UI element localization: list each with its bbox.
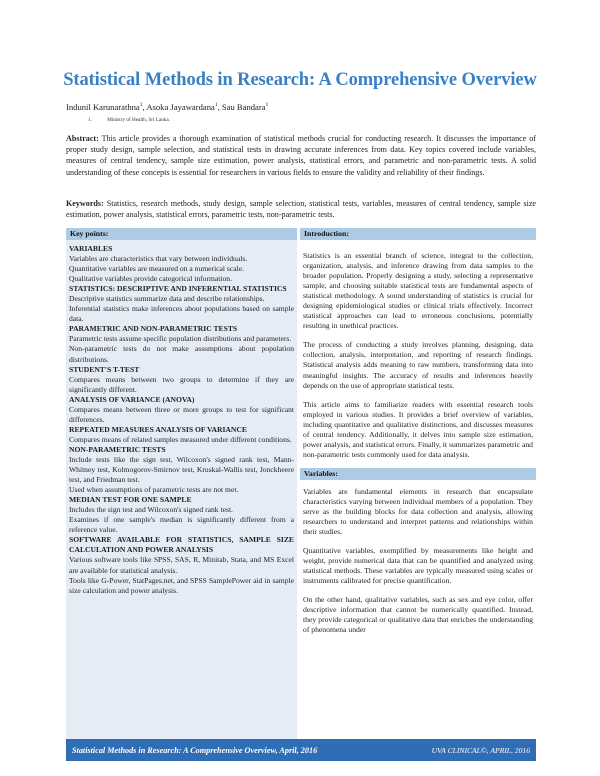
author-name: Asoka Jayawardana <box>146 102 215 112</box>
key-point-heading: PARAMETRIC AND NON-PARAMETRIC TESTS <box>69 324 238 334</box>
author-name: Indunil Karunarathna <box>66 102 140 112</box>
key-point-line: Non-parametric tests do not make assumptions about population distributions. <box>69 344 294 364</box>
key-point-heading: SOFTWARE AVAILABLE FOR STATISTICS, SAMPLE SIZE CALCULATION AND POWER ANALYSIS <box>69 535 294 555</box>
page-footer <box>66 739 536 761</box>
key-point-heading: VARIABLES <box>69 244 113 253</box>
footer-journal: UVA CLINICAL©, APRIL, 2016 <box>431 745 530 755</box>
key-point-line: Qualitative variables provide categorical information. <box>69 274 232 284</box>
key-point-heading: STUDENT'S T-TEST <box>69 364 140 374</box>
key-points-box <box>66 228 297 761</box>
affiliation-text: Ministry of Health, Sri Lanka. <box>107 117 171 123</box>
variables-heading: Variables: <box>300 468 536 480</box>
key-point-line: Various software tools like SPSS, SAS, R, Minitab, Stata, and MS Excel are available for statistical analysis. <box>69 555 294 575</box>
variables-paragraph: On the other hand, qualitative variables, such as sex and eye color, offer descriptive information that cannot be numerically quantified. Instead, they provide categorical or qualitative data that enriches the understanding of phenomena under <box>303 595 533 635</box>
introduction-paragraph: This article aims to familiarize readers with essential research tools employed in various studies. It provides a brief overview of variables, including quantitative and qualitative distinctions, and discusses measures of central tendency. Additionally, it delves into sample size estimation, power analysis, and statistical errors. Finally, it summarizes parametric and non-parametric tests commonly used for data analysis. <box>303 399 533 459</box>
key-points-heading: Key points: <box>66 228 297 240</box>
key-point-heading: ANALYSIS OF VARIANCE (ANOVA) <box>69 394 195 404</box>
paper-title: Statistical Methods in Research: A Comprehensive Overview <box>63 70 537 90</box>
key-point-line: Inferential statistics make inferences about populations based on sample data. <box>69 304 294 324</box>
key-point-heading: STATISTICS: DESCRIPTIVE AND INFERENTIAL STATISTICS <box>69 284 287 294</box>
key-point-line: Variables are characteristics that vary between individuals. <box>69 254 248 264</box>
footer-running-title: Statistical Methods in Research: A Comprehensive Overview, April, 2016 <box>72 745 318 755</box>
abstract <box>66 133 536 178</box>
key-point-line: Includes the sign test and Wilcoxon's signed rank test. <box>69 505 233 515</box>
keywords-label: Keywords: <box>66 199 104 208</box>
introduction-paragraph: Statistics is an essential branch of science, integral to the collection, organization, analysis, and inference drawing from data samples to the broader population. Properly designing a study, selecting a representative sample, and choosing suitable statistical tests are fundamental aspects of statistical methodology. A sound understanding of statistics is crucial for designing epidemiological studies or clinical trials effectively. Incorrect statistical approaches can lead to erroneous conclusions, potentially resulting in unethical practices. <box>303 251 533 331</box>
keywords <box>66 198 536 220</box>
affiliation-number: 1. <box>88 117 92 123</box>
keywords-text: Statistics, research methods, study design, sample selection, statistical tests, variables, measures of central tendency, sample size estimation, power analysis, statistical errors, parametric tests, non-parametric tests. <box>66 199 537 220</box>
introduction-heading: Introduction: <box>300 228 536 240</box>
key-point-line: Compares means of related samples measured under different conditions. <box>69 434 292 444</box>
key-point-line: Parametric tests assume specific population distributions and parameters. <box>69 334 292 344</box>
author-list: Indunil Karunarathna$^1$, Asoka Jayawardana$^1$, Sau Bandara$^1$ <box>66 102 269 112</box>
author-affiliation-marker: 1 <box>214 102 218 109</box>
abstract-text: This article provides a thorough examination of statistical methods crucial for conducting research. It discusses the importance of proper study design, sample selection, and statistical tests in drawing accurate inferences from data. Key topics covered include variables, measures of central tendency, sample size estimation, power analysis, statistical errors, and parametric and non-parametric tests. A solid understanding of these concepts is essential for researchers in various fields to ensure the validity and reliability of their findings. <box>66 134 536 177</box>
key-point-line: Examines if one sample's median is significantly different from a reference value. <box>69 515 294 535</box>
key-point-heading: REPEATED MEASURES ANALYSIS OF VARIANCE <box>69 424 247 434</box>
key-point-line: Compares means between two groups to determine if they are significantly different. <box>69 374 294 394</box>
key-point-line: Quantitative variables are measured on a numerical scale. <box>69 264 244 274</box>
key-point-line: Include tests like the sign test, Wilcoxon's signed rank test, Mann-Whitney test, Kolmogorov-Smirnov test, Kruskal-Wallis test, Jonckheere test, and Friedman test. <box>69 454 294 485</box>
key-point-heading: MEDIAN TEST FOR ONE SAMPLE <box>69 495 192 505</box>
author-affiliation-marker: 1 <box>139 102 143 109</box>
introduction-paragraph: The process of conducting a study involves planning, designing, data collection, analysis, interpretation, and reporting of research findings. Statistical analysis adds meaning to raw numbers, transforming data into meaningful insights. The accuracy of results and inferences heavily depends on the use of appropriate statistical tests. <box>303 340 533 390</box>
author-name: Sau Bandara <box>221 102 266 112</box>
main-text-column <box>300 228 536 761</box>
key-point-line: Used when assumptions of parametric tests are not met. <box>69 485 239 495</box>
author-affiliation-marker: 1 <box>265 102 269 109</box>
key-point-line: Tools like G-Power, StatPages.net, and SPSS SamplePower aid in sample size calculation and power analysis. <box>69 575 294 595</box>
affiliation <box>88 117 170 123</box>
variables-paragraph: Variables are fundamental elements in research that encapsulate characteristics varying between individual members of a population. They serve as the building blocks for data collection and analysis, allowing researchers to understand and interpret patterns and relationships within their studies. <box>303 486 533 537</box>
key-point-line: Descriptive statistics summarize data and describe relationships. <box>69 294 265 304</box>
variables-paragraph: Quantitative variables, exemplified by measurements like height and weight, provide numerical data that can be quantified and analyzed using statistical methods. These variables are typically measured using scales or instruments calibrated for precise quantification. <box>303 546 533 586</box>
key-point-line: Compares means between three or more groups to test for significant differences. <box>69 404 294 424</box>
key-point-heading: NON-PARAMETRIC TESTS <box>69 444 166 454</box>
abstract-label: Abstract: <box>66 134 99 143</box>
key-points-list <box>66 240 297 596</box>
